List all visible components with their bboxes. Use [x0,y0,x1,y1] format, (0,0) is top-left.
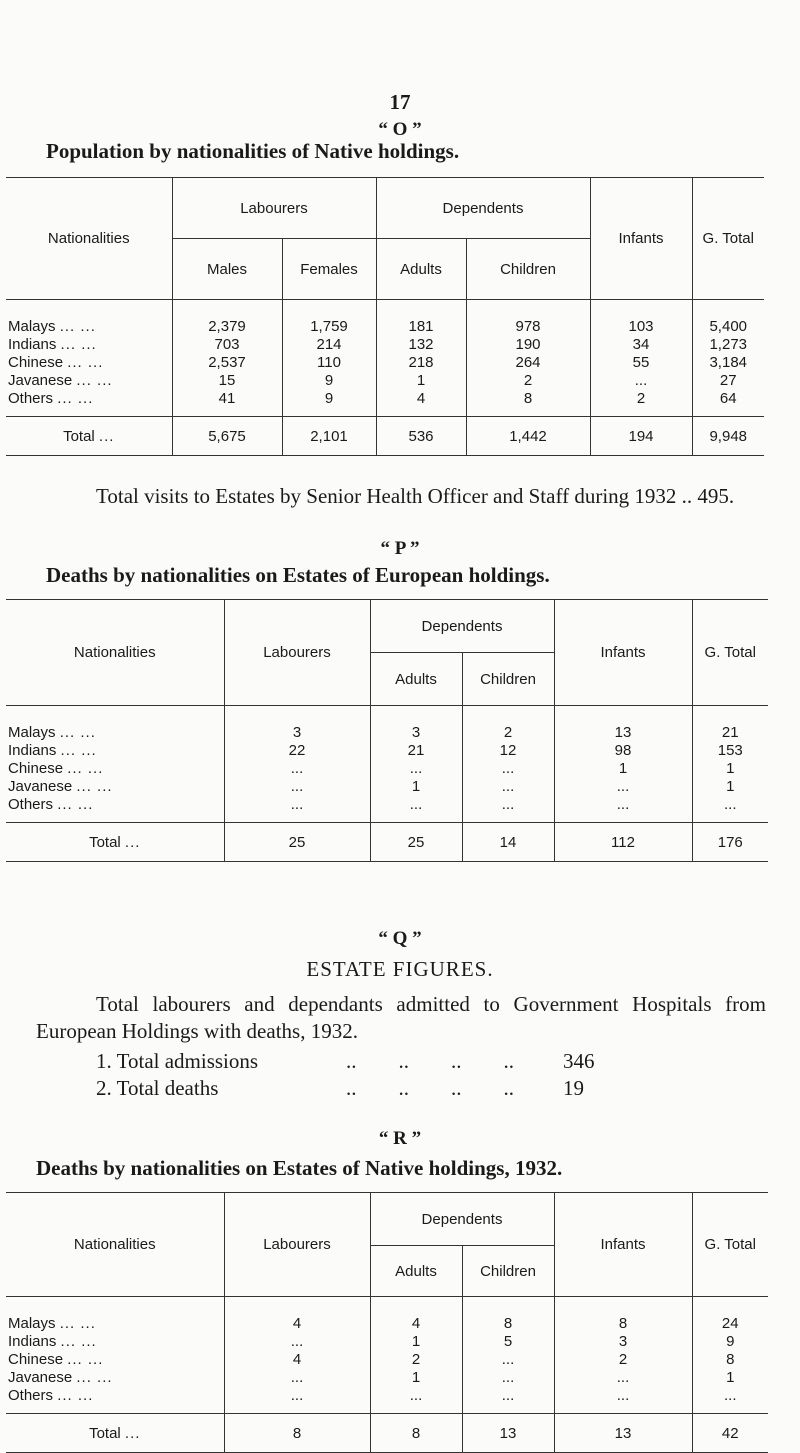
item-label: 1. Total admissions [96,1049,259,1073]
section-o-letter: “ O ” [378,119,422,140]
header-infants: Infants [554,1193,692,1297]
table-row [6,1297,768,1334]
nationality-name: Others [8,390,54,407]
total-cell: 1,273 [692,336,764,354]
header-g-total: G. Total [692,600,768,706]
total-cell: 8 [692,1351,768,1369]
nationality-cell [6,1333,224,1351]
header-infants: Infants [554,600,692,706]
children-cell: 2 [462,706,554,743]
nationality-cell [6,778,224,796]
total-label: Total [89,833,121,851]
labourers-cell: 3 [224,706,370,743]
header-females: Females [282,239,376,300]
table-row [6,336,764,354]
total-cell: 3,184 [692,354,764,372]
total-row [6,1414,768,1453]
children-cell: 978 [466,300,590,337]
adults-cell: ... [370,796,462,823]
item-value: 346 [563,1049,595,1073]
header-nationalities: Nationalities [6,178,172,300]
table-row [6,300,764,337]
adults-total: 536 [376,417,466,456]
section-q-title: ESTATE FIGURES. [306,957,494,981]
section-q-paragraph-line2: European Holdings with deaths, 1932. [36,1019,358,1043]
table-row [6,1387,768,1414]
children-total: 1,442 [466,417,590,456]
females-cell: 110 [282,354,376,372]
native-population-table [6,177,764,456]
nationality-cell [6,706,224,743]
leader-dots: ... ... [59,1315,96,1332]
nationality-cell [6,336,172,354]
nationality-cell [6,1351,224,1369]
nationality-name: Malays [8,1315,56,1332]
infants-cell: ... [554,796,692,823]
leader-dots: ... ... [57,390,94,407]
nationality-cell [6,742,224,760]
infants-cell: 13 [554,706,692,743]
adults-cell: 3 [370,706,462,743]
header-g-total: G. Total [692,1193,768,1297]
section-p-letter: “ P ” [380,538,420,559]
nationality-name: Chinese [8,354,64,371]
children-cell: ... [462,760,554,778]
nationality-cell [6,390,172,417]
labourers-cell: ... [224,796,370,823]
nationality-name: Chinese [8,760,64,777]
labourers-total: 8 [224,1414,370,1453]
total-row [6,823,768,862]
infants-cell: 55 [590,354,692,372]
total-cell: ... [692,1387,768,1414]
table-row [6,372,764,390]
header-labourers: Labourers [224,600,370,706]
nationality-name: Indians [8,336,57,353]
total-label: Total [89,1424,121,1442]
adults-cell: ... [370,1387,462,1414]
table-row [6,778,768,796]
nationality-cell [6,1387,224,1414]
visits-line: Total visits to Estates by Senior Health Officer and Staff during 1932 .. 495. [96,484,735,508]
males-cell: 41 [172,390,282,417]
adults-cell: 1 [370,1369,462,1387]
labourers-cell: ... [224,1369,370,1387]
header-dependents: Dependents [376,178,590,239]
females-total: 2,101 [282,417,376,456]
total-cell: 27 [692,372,764,390]
table-row [6,706,768,743]
header-labourers: Labourers [172,178,376,239]
infants-cell: 103 [590,300,692,337]
list-item-admissions [96,1049,258,1074]
females-cell: 9 [282,390,376,417]
table-row [6,796,768,823]
children-total: 14 [462,823,554,862]
adults-cell: 1 [376,372,466,390]
nationality-name: Chinese [8,1351,64,1368]
section-q-paragraph-line1: Total labourers and dependants admitted to Government Hospitals from [96,992,766,1016]
leader-dots: ... ... [76,778,113,795]
section-r-title: Deaths by nationalities on Estates of Native holdings, 1932. [36,1156,563,1180]
native-deaths-table [6,1192,768,1453]
leader-dots: ... ... [59,318,96,335]
header-adults: Adults [370,653,462,706]
table-row [6,1351,768,1369]
total-cell: 9 [692,1333,768,1351]
children-cell: 8 [462,1297,554,1334]
adults-cell: 4 [376,390,466,417]
header-children: Children [462,1246,554,1297]
nationality-cell [6,300,172,337]
header-adults: Adults [376,239,466,300]
grand-total: 176 [692,823,768,862]
children-cell: 190 [466,336,590,354]
infants-cell: 98 [554,742,692,760]
leader-dots: ... ... [60,742,97,759]
children-cell: 12 [462,742,554,760]
infants-total: 112 [554,823,692,862]
children-cell: ... [462,1387,554,1414]
children-cell: ... [462,778,554,796]
nationality-name: Malays [8,318,56,335]
total-cell: 64 [692,390,764,417]
infants-cell: 8 [554,1297,692,1334]
females-cell: 214 [282,336,376,354]
leader-dots: ... ... [76,372,113,389]
leader-dots: ... ... [57,796,94,813]
total-label-cell [6,1414,224,1453]
nationality-cell [6,354,172,372]
infants-total: 13 [554,1414,692,1453]
labourers-total: 25 [224,823,370,862]
children-cell: 8 [466,390,590,417]
females-cell: 9 [282,372,376,390]
table-row [6,390,764,417]
section-q-letter: “ Q ” [378,928,422,949]
header-males: Males [172,239,282,300]
total-label: Total [63,427,95,445]
item-value: 19 [563,1076,584,1100]
infants-cell: ... [590,372,692,390]
section-p-title: Deaths by nationalities on Estates of European holdings. [46,563,550,587]
infants-cell: ... [554,1387,692,1414]
section-o-title: Population by nationalities of Native holdings. [46,139,460,163]
infants-cell: ... [554,1369,692,1387]
item-label: 2. Total deaths [96,1076,219,1100]
nationality-name: Javanese [8,778,73,795]
children-cell: ... [462,1369,554,1387]
total-cell: 24 [692,1297,768,1334]
nationality-cell [6,1369,224,1387]
leader-dots: ... [98,427,115,445]
children-total: 13 [462,1414,554,1453]
header-children: Children [466,239,590,300]
leader-dots: .. .. .. .. [346,1076,514,1100]
page-number: 17 [389,90,411,114]
leader-dots: ... ... [60,1333,97,1350]
adults-cell: 1 [370,778,462,796]
header-dependents: Dependents [370,1193,554,1246]
total-label-cell [6,823,224,862]
header-nationalities: Nationalities [6,600,224,706]
table-row [6,354,764,372]
header-labourers: Labourers [224,1193,370,1297]
males-cell: 2,379 [172,300,282,337]
adults-cell: ... [370,760,462,778]
adults-cell: 218 [376,354,466,372]
header-infants: Infants [590,178,692,300]
adults-cell: 2 [370,1351,462,1369]
infants-cell: ... [554,778,692,796]
labourers-cell: ... [224,1387,370,1414]
nationality-cell [6,1297,224,1334]
total-row [6,417,764,456]
infants-total: 194 [590,417,692,456]
males-cell: 2,537 [172,354,282,372]
adults-cell: 132 [376,336,466,354]
nationality-name: Indians [8,742,57,759]
header-g-total: G. Total [692,178,764,300]
females-cell: 1,759 [282,300,376,337]
header-children: Children [462,653,554,706]
nationality-name: Malays [8,724,56,741]
header-nationalities: Nationalities [6,1193,224,1297]
infants-cell: 34 [590,336,692,354]
adults-cell: 181 [376,300,466,337]
total-cell: 153 [692,742,768,760]
table-row [6,1333,768,1351]
nationality-cell [6,372,172,390]
leader-dots: ... ... [60,336,97,353]
males-cell: 703 [172,336,282,354]
total-cell: 5,400 [692,300,764,337]
males-cell: 15 [172,372,282,390]
infants-cell: 3 [554,1333,692,1351]
total-cell: ... [692,796,768,823]
leader-dots: ... [124,1424,141,1442]
adults-cell: 1 [370,1333,462,1351]
children-cell: 5 [462,1333,554,1351]
leader-dots: ... ... [57,1387,94,1404]
labourers-cell: 4 [224,1351,370,1369]
total-cell: 1 [692,760,768,778]
grand-total: 42 [692,1414,768,1453]
nationality-name: Others [8,796,54,813]
nationality-name: Javanese [8,372,73,389]
labourers-cell: ... [224,778,370,796]
males-total: 5,675 [172,417,282,456]
list-item-deaths [96,1076,218,1101]
labourers-cell: 4 [224,1297,370,1334]
children-cell: ... [462,796,554,823]
labourers-cell: 22 [224,742,370,760]
european-deaths-table [6,599,768,862]
nationality-name: Indians [8,1333,57,1350]
leader-dots: ... [124,833,141,851]
nationality-name: Javanese [8,1369,73,1386]
children-cell: ... [462,1351,554,1369]
leader-dots: ... ... [76,1369,113,1386]
leader-dots: ... ... [67,760,104,777]
table-row [6,742,768,760]
infants-cell: 2 [590,390,692,417]
section-r-letter: “ R ” [378,1128,422,1149]
adults-cell: 4 [370,1297,462,1334]
adults-total: 25 [370,823,462,862]
nationality-name: Others [8,1387,54,1404]
grand-total: 9,948 [692,417,764,456]
nationality-cell [6,796,224,823]
adults-cell: 21 [370,742,462,760]
leader-dots: ... ... [67,354,104,371]
header-dependents: Dependents [370,600,554,653]
total-label-cell [6,417,172,456]
header-adults: Adults [370,1246,462,1297]
total-cell: 21 [692,706,768,743]
leader-dots: ... ... [59,724,96,741]
children-cell: 264 [466,354,590,372]
total-cell: 1 [692,778,768,796]
total-cell: 1 [692,1369,768,1387]
table-row [6,1369,768,1387]
table-row [6,760,768,778]
labourers-cell: ... [224,760,370,778]
leader-dots: ... ... [67,1351,104,1368]
labourers-cell: ... [224,1333,370,1351]
children-cell: 2 [466,372,590,390]
infants-cell: 2 [554,1351,692,1369]
leader-dots: .. .. .. .. [346,1049,514,1073]
adults-total: 8 [370,1414,462,1453]
infants-cell: 1 [554,760,692,778]
nationality-cell [6,760,224,778]
